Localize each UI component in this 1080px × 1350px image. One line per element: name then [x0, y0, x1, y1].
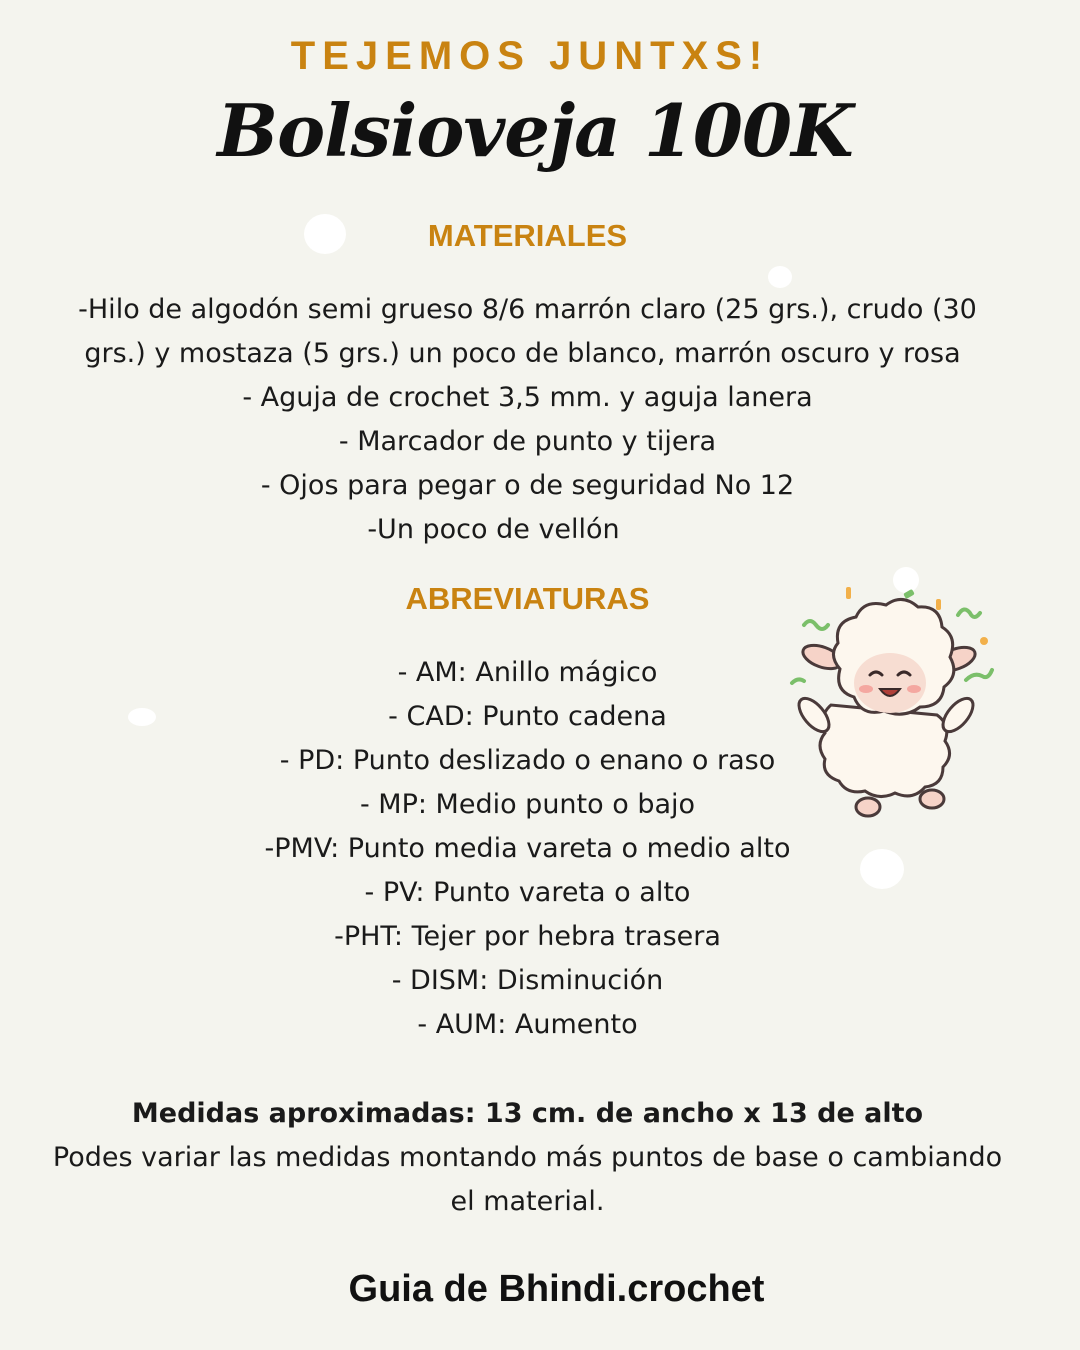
medidas-heading: Medidas aproximadas: 13 cm. de ancho x 13 de alto [131, 1098, 924, 1129]
list-item: - Ojos para pegar o de seguridad No 12 [260, 470, 795, 501]
abreviaturas-heading: ABREVIATURAS [405, 581, 650, 616]
list-item: -PHT: Tejer por hebra trasera [334, 921, 721, 952]
list-item: - PV: Punto vareta o alto [364, 877, 691, 908]
list-item: - CAD: Punto cadena [388, 701, 667, 732]
materiales-line-2: grs.) y mostaza (5 grs.) un poco de blanco, marrón oscuro y rosa [84, 338, 961, 369]
list-item: -PMV: Punto media vareta o medio alto [264, 833, 791, 864]
page-title: Bolsioveja 100K [217, 88, 853, 173]
kicker-title: TEJEMOS JUNTXS! [290, 34, 770, 78]
materiales-heading: MATERIALES [427, 218, 628, 253]
list-item: - MP: Medio punto o bajo [359, 789, 696, 820]
list-item: - AUM: Aumento [417, 1009, 638, 1040]
list-item: - Aguja de crochet 3,5 mm. y aguja lanera [242, 382, 813, 413]
list-item: - AM: Anillo mágico [397, 657, 658, 688]
list-item: - PD: Punto deslizado o enano o raso [279, 745, 776, 776]
happy-sheep-icon [786, 585, 1001, 825]
materiales-list [0, 376, 1055, 552]
list-item: - Marcador de punto y tijera [338, 426, 717, 457]
decor-blob [768, 266, 792, 288]
materiales-line-1: -Hilo de algodón semi grueso 8/6 marrón claro (25 grs.), crudo (30 [78, 294, 977, 325]
footer-credit: Guia de Bhindi.crochet [348, 1268, 765, 1310]
medidas-text: Podes variar las medidas montando más puntos de base o cambiando el material. [52, 1142, 1003, 1217]
list-item: - DISM: Disminución [391, 965, 664, 996]
list-item: -Un poco de vellón [367, 514, 620, 545]
